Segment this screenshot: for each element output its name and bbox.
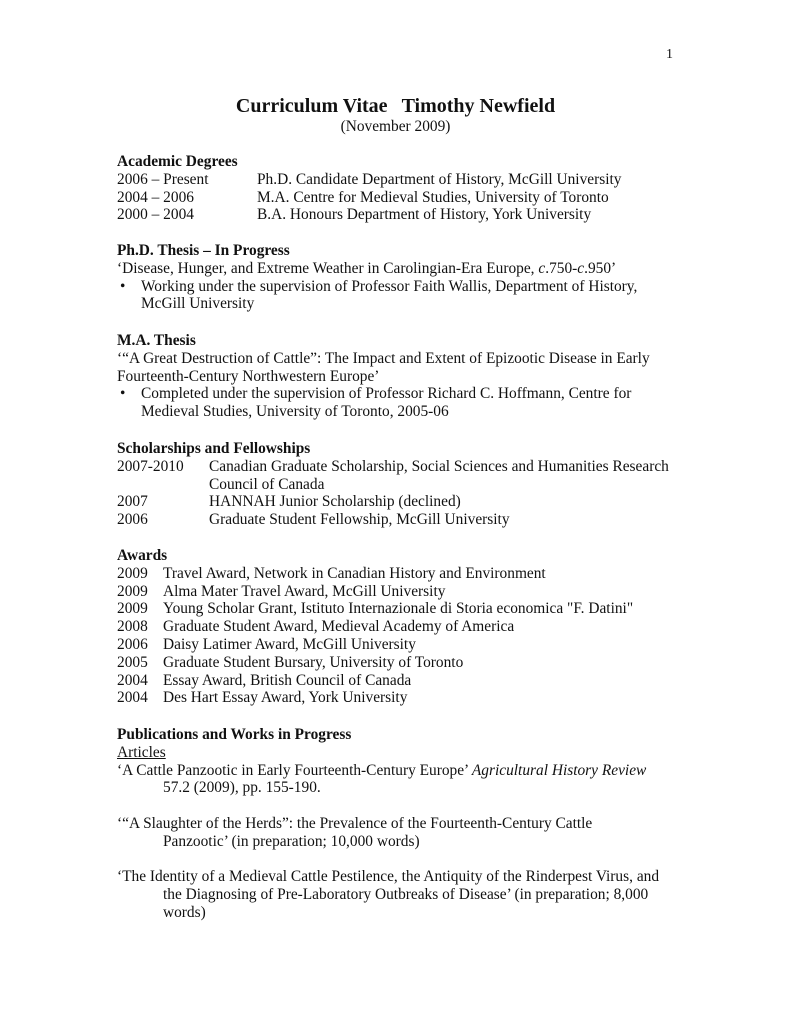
degree-row (117, 171, 697, 189)
scholarship-row (117, 458, 677, 494)
bullet-icon: • (120, 385, 126, 403)
degree-text: M.A. Centre for Medieval Studies, University of Toronto (257, 188, 609, 206)
publication-item (117, 815, 662, 851)
ma-bullet-text: Completed under the supervision of Professor Richard C. Hoffmann, Centre for Medieval Studies, University of Toronto, 2005-06 (141, 385, 632, 421)
scholarship-years: 2007 (117, 493, 148, 511)
award-row (117, 565, 697, 583)
award-text: Young Scholar Grant, Istituto Internazionale di Storia economica "F. Datini" (163, 600, 634, 618)
section-phd-thesis (117, 242, 657, 313)
ma-thesis-title: ‘“A Great Destruction of Cattle”: The Impact and Extent of Epizootic Disease in Early Fourteenth-Century Northwestern Europe’ (117, 349, 650, 385)
degree-years: 2004 – 2006 (117, 188, 194, 206)
section-publications (117, 726, 662, 922)
award-text: Graduate Student Bursary, University of Toronto (163, 653, 464, 671)
publication-text: ‘“A Slaughter of the Herds”: the Prevalence of the Fourteenth-Century Cattle Panzootic’ (in preparation; 10,000 words) (117, 814, 593, 850)
award-year: 2006 (117, 635, 148, 653)
title-name: Timothy Newfield (401, 95, 556, 117)
cv-date: (November 2009) (340, 118, 451, 135)
scholarship-text: HANNAH Junior Scholarship (declined) (209, 493, 461, 511)
heading-awards: Awards (117, 547, 168, 564)
award-row (117, 672, 697, 690)
publication-text: 57.2 (2009), pp. 155-190. (163, 779, 321, 797)
phd-title-circa: c (538, 259, 546, 277)
section-scholarships (117, 440, 677, 529)
phd-title-text: .750- (545, 259, 578, 277)
heading-scholarships: Scholarships and Fellowships (117, 440, 311, 457)
scholarship-text: Canadian Graduate Scholarship, Social Sciences and Humanities Research Council of Canada (209, 457, 669, 493)
section-awards (117, 547, 697, 707)
degree-row (117, 206, 697, 224)
degree-years: 2006 – Present (117, 170, 209, 188)
award-year: 2005 (117, 653, 148, 671)
heading-phd-thesis: Ph.D. Thesis – In Progress (117, 242, 290, 259)
scholarship-years: 2007-2010 (117, 457, 184, 475)
ma-bullet (117, 385, 657, 421)
section-ma-thesis (117, 332, 657, 421)
scholarship-text: Graduate Student Fellowship, McGill University (209, 511, 510, 529)
scholarship-row (117, 511, 677, 529)
subheading-articles: Articles (117, 743, 166, 761)
award-year: 2004 (117, 671, 148, 689)
phd-title-circa: c (577, 259, 585, 277)
award-text: Des Hart Essay Award, York University (163, 689, 408, 707)
phd-bullet (117, 278, 657, 314)
award-row (117, 636, 697, 654)
page-number: 1 (666, 47, 673, 62)
section-academic-degrees (117, 153, 697, 224)
heading-academic-degrees: Academic Degrees (117, 153, 238, 170)
award-row (117, 600, 697, 618)
award-text: Daisy Latimer Award, McGill University (163, 635, 416, 653)
scholarship-row (117, 493, 677, 511)
heading-publications: Publications and Works in Progress (117, 726, 352, 743)
bullet-icon: • (120, 277, 126, 295)
degree-text: Ph.D. Candidate Department of History, McGill University (257, 170, 622, 188)
award-row (117, 654, 697, 672)
title-cv-label: Curriculum Vitae (235, 95, 388, 117)
phd-thesis-title (117, 260, 657, 278)
award-text: Graduate Student Award, Medieval Academy of America (163, 618, 515, 636)
publication-text: ‘A Cattle Panzootic in Early Fourteenth-Century Europe’ (117, 761, 472, 779)
publication-journal: Agricultural History Review (471, 761, 647, 779)
publication-text: ‘The Identity of a Medieval Cattle Pestilence, the Antiquity of the Rinderpest Virus, and the Diagnosing of Pre-Laboratory Outbreaks of Disease’ (in preparation; 8,000 words) (117, 868, 660, 921)
award-text: Travel Award, Network in Canadian History and Environment (163, 564, 546, 582)
award-text: Alma Mater Travel Award, McGill University (163, 582, 446, 600)
award-row (117, 689, 697, 707)
degree-text: B.A. Honours Department of History, York University (257, 206, 592, 224)
degree-years: 2000 – 2004 (117, 206, 194, 224)
phd-title-text: ‘Disease, Hunger, and Extreme Weather in Carolingian-Era Europe, (117, 259, 539, 277)
publication-item (117, 762, 662, 798)
award-text: Essay Award, British Council of Canada (163, 671, 412, 689)
phd-bullet-text: Working under the supervision of Professor Faith Wallis, Department of History, McGill University (141, 277, 638, 313)
award-year: 2004 (117, 689, 148, 707)
award-row (117, 583, 697, 601)
award-year: 2009 (117, 564, 148, 582)
award-year: 2008 (117, 618, 148, 636)
award-year: 2009 (117, 600, 148, 618)
award-row (117, 618, 697, 636)
degree-row (117, 189, 697, 207)
award-year: 2009 (117, 582, 148, 600)
scholarship-years: 2006 (117, 511, 148, 529)
page-title (0, 94, 791, 118)
heading-ma-thesis: M.A. Thesis (117, 332, 196, 349)
publication-item (117, 868, 662, 921)
phd-title-text: .950’ (584, 259, 617, 277)
